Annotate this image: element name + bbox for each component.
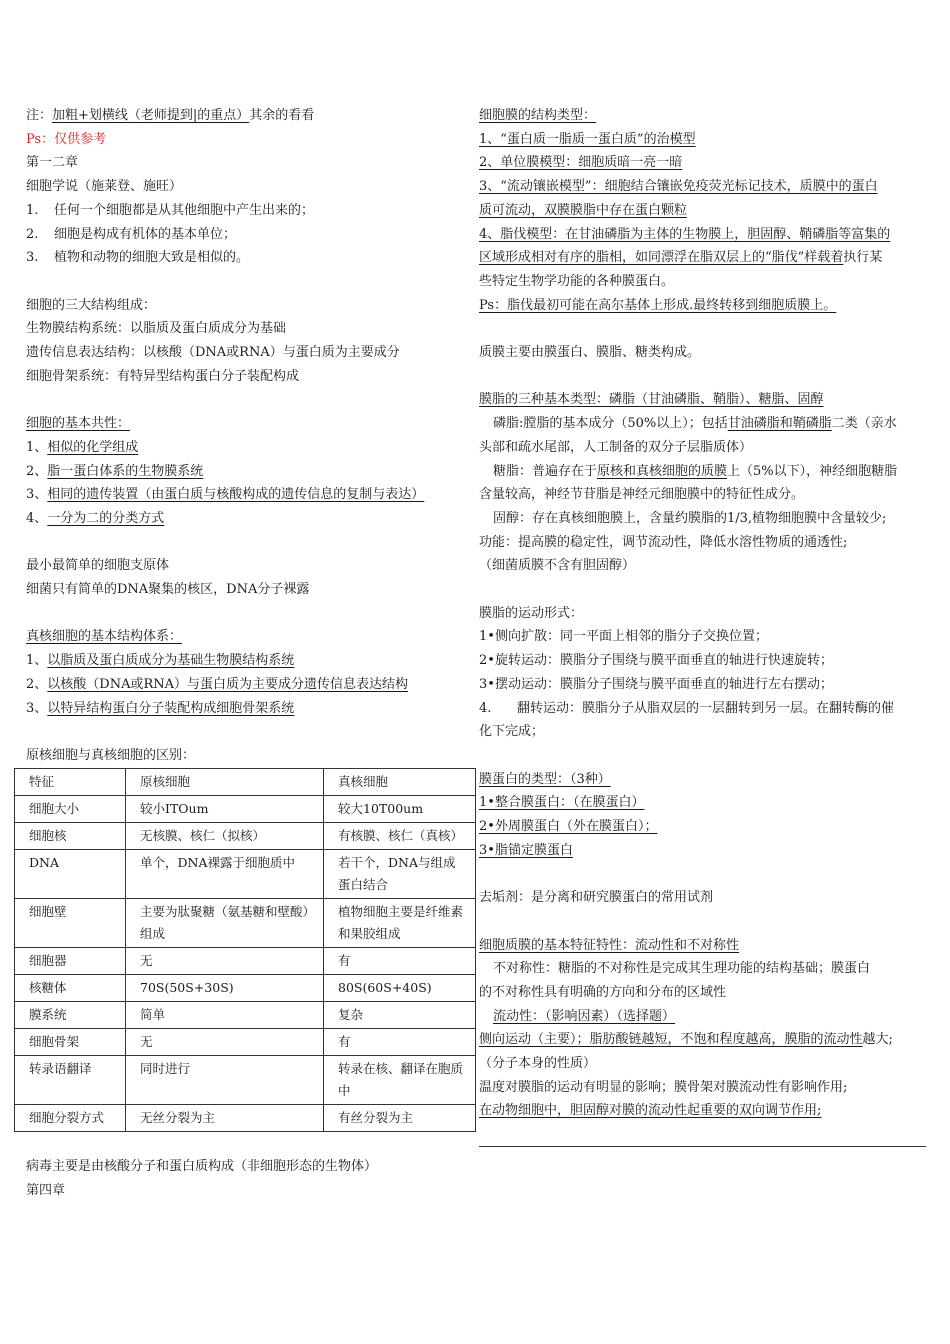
structure-line: 生物膜结构系统：以脂质及蛋白质成分为基础 bbox=[26, 321, 287, 337]
asymmetry-cont: 的不对称性具有明确的方向和分布的区域性 bbox=[479, 984, 727, 1000]
table-cell: 无丝分裂为主 bbox=[126, 1104, 324, 1131]
table-cell: DNA bbox=[15, 849, 126, 898]
table-cell: 植物细胞主要是纤维素和果胶组成 bbox=[324, 898, 476, 947]
table-row bbox=[15, 795, 476, 822]
table-cell: 有丝分裂为主 bbox=[324, 1104, 476, 1131]
detergent-line: 去垢剂：是分离和研究膜蛋白的常用试剂 bbox=[479, 890, 714, 906]
asymmetry-line: 不对称性：糖脂的不对称性是完成其生理功能的结构基础；膜蛋白 bbox=[493, 961, 871, 977]
table-cell: 主要为肽聚糖（氨基糖和壁酸）组成 bbox=[126, 898, 324, 947]
table-cell: 有 bbox=[324, 947, 476, 974]
list-item: 1、“蛋白质一脂质一蛋白质”的治模型 bbox=[479, 131, 696, 147]
sterol-function: 功能：提高膜的稳定性，调节流动性，降低水溶性物质的通透性; bbox=[479, 534, 848, 550]
list-item: 3、“流动镶嵌模型”：细胞结合镶嵌免疫荧光标记技术，质膜中的蛋白 bbox=[479, 179, 878, 195]
temperature-line: 温度对膜脂的运动有明显的影响；膜骨架对膜流动性有影响作用; bbox=[479, 1079, 848, 1095]
list-item: 1、相似的化学组成 bbox=[26, 439, 139, 455]
list-item: 3、以特异结构蛋白分子装配构成细胞骨架系统 bbox=[26, 700, 295, 716]
table-row bbox=[15, 947, 476, 974]
membrane-types-title: 细胞膜的结构类型： bbox=[479, 108, 597, 123]
table-cell: 复杂 bbox=[324, 1001, 476, 1028]
list-item-cont: 区域形成相对有序的脂相，如同漂浮在脂双层上的“脂伐”样载着执行某 bbox=[479, 250, 883, 266]
left-column bbox=[26, 104, 476, 1203]
list-item: 3. 植物和动物的细胞大致是相似的。 bbox=[26, 250, 250, 266]
fluidity-line: 侧向运动（主要）；脂肪酸链越短，不饱和程度越高，膜脂的流动性越大; bbox=[479, 1032, 893, 1048]
animal-cell-line: 在动物细胞中，胆固醇对膜的流动性起重要的双向调节作用; bbox=[479, 1103, 822, 1119]
protein-types-title: 膜蛋白的类型：（3种） bbox=[479, 771, 611, 787]
list-item: 1•整合膜蛋白：（在膜蛋白） bbox=[479, 795, 645, 811]
table-cell: 细胞分裂方式 bbox=[15, 1104, 126, 1131]
table-header: 特征 bbox=[15, 768, 126, 795]
commonality-title: 细胞的基本共性： bbox=[26, 416, 131, 432]
sterol-line: 固醇：存在真核细胞膜上，含量约膜脂的1/3,植物细胞膜中含量较少; bbox=[493, 510, 887, 526]
table-cell: 70S(50S+30S) bbox=[126, 974, 324, 1001]
table-header-row bbox=[15, 768, 476, 795]
table-row bbox=[15, 849, 476, 898]
table-cell: 无 bbox=[126, 1028, 324, 1055]
table-row bbox=[15, 822, 476, 849]
list-item: 4、脂伐模型：在甘油磷脂为主体的生物膜上，胆固醇、鞘磷脂等富集的 bbox=[479, 226, 891, 242]
table-cell: 转录在核、翻译在胞质中 bbox=[324, 1055, 476, 1104]
table-cell: 80S(60S+40S) bbox=[324, 974, 476, 1001]
table-header: 真核细胞 bbox=[324, 768, 476, 795]
list-item: 3•摆动运动：膜脂分子围绕与膜平面垂直的轴进行左右摆动； bbox=[479, 676, 833, 692]
table-row bbox=[15, 1055, 476, 1104]
fluidity-title: 流动性：（影响因素）（选择题） bbox=[493, 1008, 676, 1024]
compare-title: 原核细胞与真核细胞的区别： bbox=[26, 747, 196, 763]
table-cell: 无 bbox=[126, 947, 324, 974]
list-item-cont: 化下完成； bbox=[479, 724, 545, 740]
table-cell: 单个，DNA裸露于细胞质中 bbox=[126, 849, 324, 898]
list-item-cont: 些特定生物学功能的各种膜蛋白。 bbox=[479, 273, 675, 289]
lipid-types-title: 膜脂的三种基本类型：磷脂（甘油磷脂、鞘脂）、糖脂、固醇 bbox=[479, 392, 824, 408]
table-row bbox=[15, 1028, 476, 1055]
table-cell: 细胞壁 bbox=[15, 898, 126, 947]
table-cell: 简单 bbox=[126, 1001, 324, 1028]
right-column bbox=[479, 104, 931, 1123]
list-item: 2、以核酸（DNA或RNA）与蛋白质为主要成分遗传信息表达结构 bbox=[26, 676, 409, 692]
ps-reference: Ps：仅供参考 bbox=[26, 131, 107, 147]
chapter-heading: 第一二章 bbox=[26, 155, 79, 171]
table-cell: 无核膜、核仁（拟核） bbox=[126, 822, 324, 849]
table-row bbox=[15, 974, 476, 1001]
list-item: 2•外周膜蛋白（外在膜蛋白）； bbox=[479, 819, 658, 835]
table-row bbox=[15, 1104, 476, 1131]
list-item: 2•旋转运动：膜脂分子围绕与膜平面垂直的轴进行快速旋转； bbox=[479, 653, 833, 669]
list-item: 2. 细胞是构成有机体的基本单位； bbox=[26, 226, 237, 242]
divider-line bbox=[479, 1146, 926, 1147]
glycolipid-cont: 含量较高，神经节苷脂是神经元细胞膜中的特征性成分。 bbox=[479, 487, 805, 503]
three-structures-title: 细胞的三大结构组成： bbox=[26, 297, 157, 313]
comparison-table bbox=[14, 768, 476, 1132]
table-cell: 膜系统 bbox=[15, 1001, 126, 1028]
note-line bbox=[26, 104, 476, 128]
note-prefix: 注： bbox=[26, 108, 53, 123]
list-item: 1•侧向扩散：同一平面上相邻的脂分子交换位置； bbox=[479, 629, 768, 645]
list-item-cont: 质可流动，双膜膜脂中存在蛋白颗粒 bbox=[479, 202, 688, 218]
table-cell: 细胞器 bbox=[15, 947, 126, 974]
table-cell: 有 bbox=[324, 1028, 476, 1055]
fluidity-note: （分子本身的性质） bbox=[479, 1056, 597, 1072]
list-item: 2、脂一蛋白体系的生物膜系统 bbox=[26, 463, 204, 479]
list-item: 3、相同的遗传装置（由蛋白质与核酸构成的遗传信息的复制与表达） bbox=[26, 487, 425, 503]
table-cell: 细胞大小 bbox=[15, 795, 126, 822]
table-header: 原核细胞 bbox=[126, 768, 324, 795]
structure-line: 细胞骨架系统：有特异型结构蛋白分子装配构成 bbox=[26, 368, 300, 384]
table-row bbox=[15, 1001, 476, 1028]
table-cell: 较大10T00um bbox=[324, 795, 476, 822]
table-row bbox=[15, 898, 476, 947]
virus-line: 病毒主要是由核酸分子和蛋白质构成（非细胞形态的生物体） bbox=[26, 1159, 378, 1175]
table-cell: 有核膜、核仁（真核） bbox=[324, 822, 476, 849]
table-cell: 细胞核 bbox=[15, 822, 126, 849]
chapter-heading: 第四章 bbox=[26, 1183, 66, 1198]
motion-title: 膜脂的运动形式： bbox=[479, 605, 584, 621]
list-item: 3•脂锚定膜蛋白 bbox=[479, 842, 573, 858]
list-item: 4. 翻转运动：膜脂分子从脂双层的一层翻转到另一层。在翻转酶的催 bbox=[479, 700, 895, 716]
note-suffix: 其余的看看 bbox=[249, 108, 315, 123]
features-title: 细胞质膜的基本特征特性：流动性和不对称性 bbox=[479, 937, 740, 953]
phospholipid-cont: 头部和疏水尾部，人工制备的双分子层脂质体） bbox=[479, 439, 753, 455]
table-cell: 核糖体 bbox=[15, 974, 126, 1001]
table-cell: 细胞骨架 bbox=[15, 1028, 126, 1055]
cell-theory-title: 细胞学说（施莱登、施旺） bbox=[26, 179, 183, 195]
sterol-note: （细菌质膜不含有胆固醇） bbox=[479, 558, 636, 574]
glycolipid-line: 糖脂：普遍存在于原核和真核细胞的质膜上（5%以下），神经细胞糖脂 bbox=[493, 463, 898, 479]
table-cell: 同时进行 bbox=[126, 1055, 324, 1104]
list-item: 1. 任何一个细胞都是从其他细胞中产生出来的； bbox=[26, 202, 315, 218]
bacteria-line: 细菌只有简单的DNA聚集的核区，DNA分子裸露 bbox=[26, 582, 310, 598]
list-item: 1、以脂质及蛋白质成分为基础生物膜结构系统 bbox=[26, 653, 295, 669]
membrane-composition: 质膜主要由膜蛋白、膜脂、糖类构成。 bbox=[479, 345, 701, 361]
table-cell: 转录语翻译 bbox=[15, 1055, 126, 1104]
list-item: 4、一分为二的分类方式 bbox=[26, 510, 165, 526]
structure-line: 遗传信息表达结构：以核酸（DNA或RNA）与蛋白质为主要成分 bbox=[26, 345, 400, 361]
eukaryote-title: 真核细胞的基本结构体系： bbox=[26, 629, 183, 645]
note-highlight: 加粗+划横线（老师提到|的重点） bbox=[52, 108, 250, 123]
table-cell: 较小ITOum bbox=[126, 795, 324, 822]
phospholipid-line: 磷脂:膛脂的基本成分（50%以上）；包括甘油磷脂和鞘磷脂二类（亲水 bbox=[493, 416, 897, 432]
ps-raft-note: Ps：脂伐最初可能在高尔基体上形成.最终转移到细胞质膜上。 bbox=[479, 297, 837, 313]
table-cell: 若干个，DNA与组成蛋白结合 bbox=[324, 849, 476, 898]
list-item: 2、单位膜模型：细胞质暗一亮一暗 bbox=[479, 155, 683, 171]
smallest-cell-line: 最小最简单的细胞支原体 bbox=[26, 558, 170, 574]
